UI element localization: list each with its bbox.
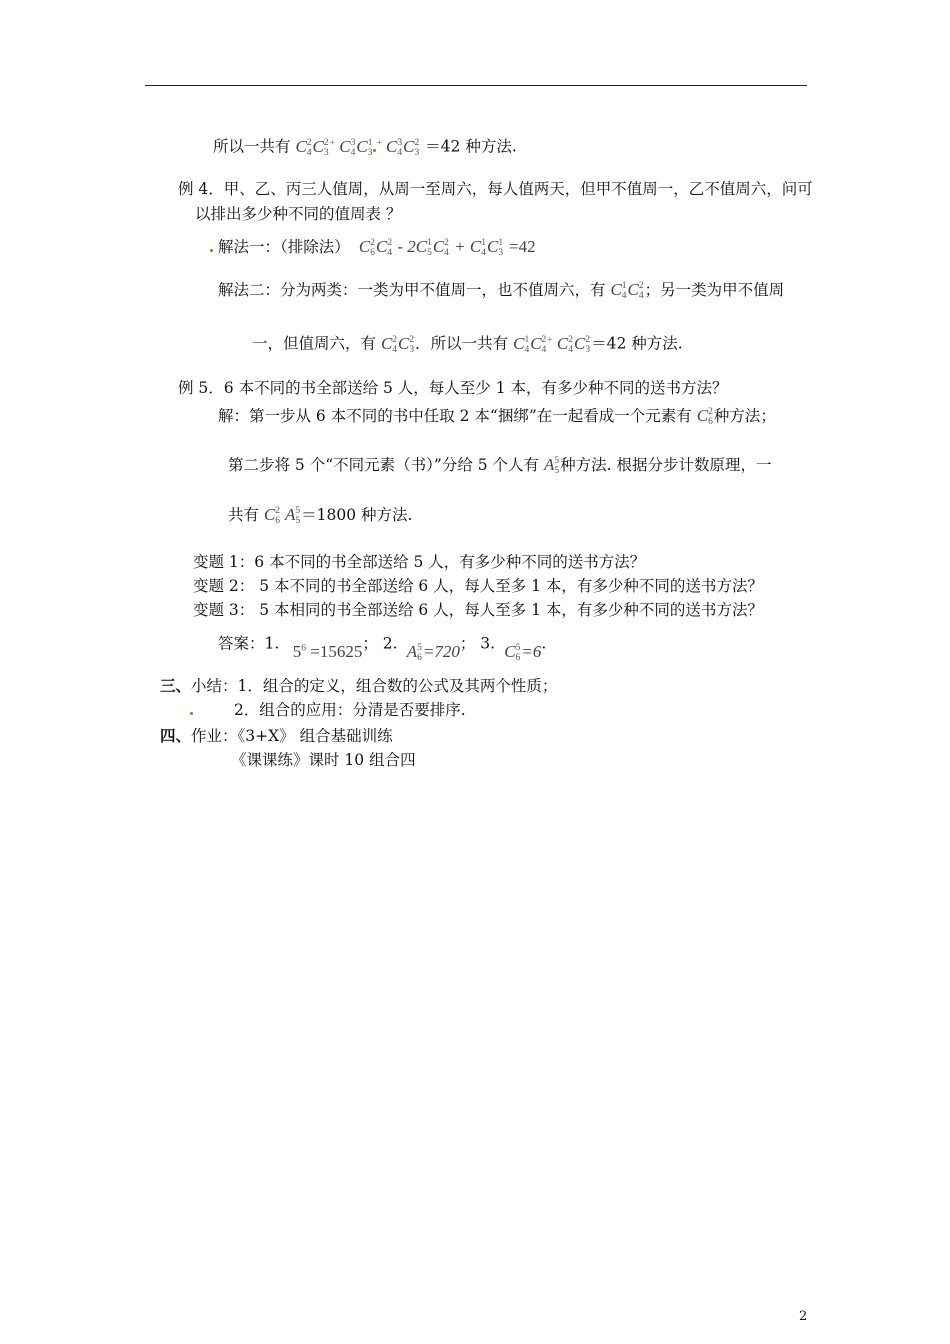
sol2-text-c: 一，但值周六，有 (252, 334, 377, 353)
ex5-step-2 (228, 455, 771, 476)
homework-line-1 (160, 726, 393, 746)
formula-sum-2: C 1 4 C 2 4 + C 2 4 C 2 3 (513, 333, 591, 355)
answer-3: C 5 6 =6 (500, 641, 542, 663)
text-prefix: 所以一共有 (213, 137, 291, 156)
summary-text-1: 小结：1．组合的定义，组合数的公式及其两个性质； (191, 677, 558, 695)
formula-c42c32: C 2 4 C 2 3 (380, 333, 415, 355)
homework-text-1: 作业：《3+X》 组合基础训练 (191, 727, 393, 745)
variant-2: 变题 2： 5 本不同的书全部送给 6 人，每人至多 1 本，有多少种不同的送书方法？ (193, 577, 763, 595)
formula-c62-a55: C 2 6 A 5 5 (263, 505, 301, 527)
ex5-step2-end: 种方法. 根据分步计数原理，一 (560, 456, 772, 474)
sol2-text-e: ＝42 种方法. (591, 334, 683, 353)
page-number: 2 (799, 1309, 808, 1324)
answers-end: . (541, 634, 547, 653)
answers-sep-1: ； 2. (362, 634, 398, 653)
sol1-result: =42 (509, 237, 536, 256)
ex5-step3-text: 共有 (228, 506, 260, 524)
answers-line (218, 630, 547, 663)
summary-heading: 三、 (160, 676, 192, 695)
answer-1-value: =15625 (310, 641, 363, 661)
formula-a55: A 5 5 (543, 455, 560, 477)
formula-sol1: C 2 6 C 2 4 - 2C 1 5 C 2 4 + C 1 4 C 1 3 (354, 237, 504, 259)
ex4-solution-2a (218, 280, 784, 301)
ex5-step1-text: 解：第一步从 6 本不同的书中任取 2 本“捆绑”在一起看成一个元素有 (218, 407, 692, 425)
ex5-question: 例 5．6 本不同的书全部送给 5 人，每人至少 1 本，有多少种不同的送书方法？ (178, 379, 728, 397)
variant-3: 变题 3： 5 本相同的书全部送给 6 人，每人至多 1 本，有多少种不同的送书方法？ (193, 601, 763, 619)
sol2-text-b: ；另一类为甲不值周 (644, 281, 785, 299)
sol2-text-a: 解法二：分为两类：一类为甲不值周一，也不值周六，有 (218, 281, 606, 299)
ex5-step-3 (228, 505, 412, 526)
summary-line-2 (190, 700, 466, 720)
homework-line-2: 《课课练》课时 10 组合四 (231, 751, 416, 769)
ex5-step3-end: ＝1800 种方法. (301, 506, 413, 524)
variant-1: 变题 1：6 本不同的书全部送给 5 人，有多少种不同的送书方法？ (193, 553, 646, 571)
ex5-step-1 (218, 406, 776, 427)
line-total-1 (213, 133, 517, 158)
ex4-question-2: 以排出多少种不同的值周表 ？ (195, 205, 402, 223)
homework-heading: 四、 (160, 726, 192, 745)
formula-c62: C 2 6 (696, 406, 713, 428)
formula-sum-1: C 2 4 C 2 3 + C 3 4 C 1 3 + C 3 4 C 2 3 (295, 136, 420, 158)
answers-sep-2: ； 3. (459, 634, 496, 653)
answers-label: 答案：1. (218, 634, 280, 653)
sol1-label: 解法一：（排除法） (217, 238, 350, 256)
answer-2-value: =720 (422, 641, 460, 661)
summary-line-1 (160, 676, 557, 696)
answer-3-value: =6 (521, 641, 542, 661)
text-result: ＝42 种方法. (425, 137, 517, 156)
answer-1: $5^6 =15625$ (284, 641, 363, 661)
ex4-solution-2b (252, 330, 683, 355)
sol2-text-d: ．所以一共有 (415, 334, 509, 353)
answer-2: A 5 6 =720 (402, 641, 460, 663)
ex4-question-1: 例 4．甲、乙、丙三人值周，从周一至周六，每人值两天，但甲不值周一，乙不值周六，问可 (178, 180, 813, 198)
ex5-step1-end: 种方法； (713, 407, 776, 425)
summary-text-2: 2．组合的应用：分清是否要排序. (233, 701, 466, 719)
header-rule (145, 85, 807, 86)
formula-c41c42: C 1 4 C 2 4 (610, 280, 644, 302)
mark-dot-2 (190, 712, 193, 715)
mark-dot (210, 249, 213, 252)
ex5-step2-text: 第二步将 5 个“不同元素（书）”分给 5 个人有 (228, 456, 540, 474)
ex4-solution-1 (210, 237, 536, 258)
